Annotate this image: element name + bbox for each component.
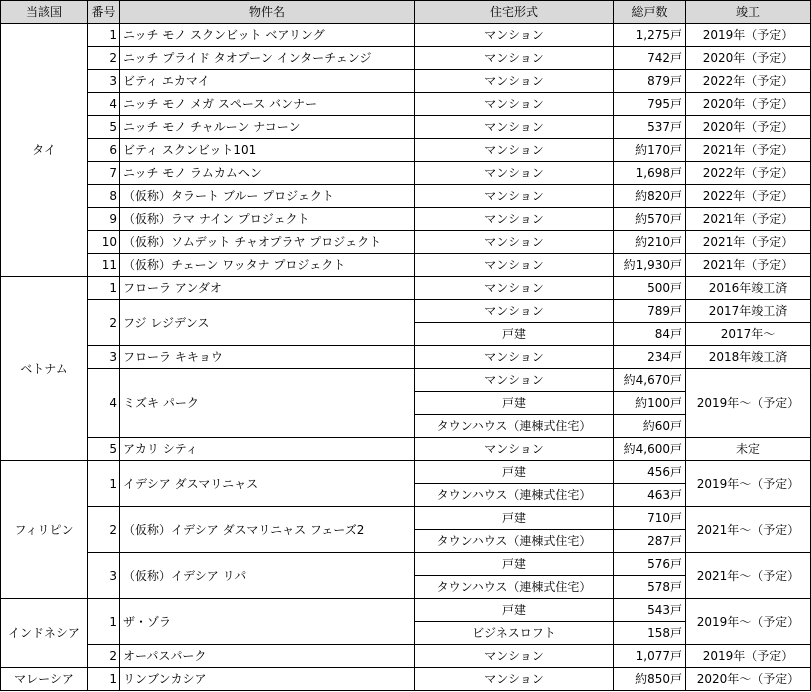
total-units: 463戸 bbox=[614, 484, 686, 507]
completion: 2020年（予定） bbox=[686, 116, 811, 139]
table-row bbox=[1, 346, 811, 369]
total-units: 456戸 bbox=[614, 461, 686, 484]
completion: 2019年～（予定） bbox=[686, 461, 811, 507]
total-units: 1,275戸 bbox=[614, 24, 686, 47]
property-name: ニッチ モノ メガ スペース バンナー bbox=[120, 93, 415, 116]
completion: 2019年（予定） bbox=[686, 24, 811, 47]
housing-type: ビジネスロフト bbox=[415, 622, 614, 645]
header-country: 当該国 bbox=[1, 1, 88, 24]
total-units: 578戸 bbox=[614, 576, 686, 599]
total-units: 287戸 bbox=[614, 530, 686, 553]
table-row bbox=[1, 24, 811, 47]
row-number: 5 bbox=[88, 116, 120, 139]
completion: 2020年～（予定） bbox=[686, 668, 811, 691]
header-property-name: 物件名 bbox=[120, 1, 415, 24]
property-name: ビティ エカマイ bbox=[120, 70, 415, 93]
completion: 2017年竣工済 bbox=[686, 300, 811, 323]
housing-type: マンション bbox=[415, 231, 614, 254]
row-number: 2 bbox=[88, 300, 120, 346]
property-name: フローラ キキョウ bbox=[120, 346, 415, 369]
table-row bbox=[1, 461, 811, 484]
total-units: 879戸 bbox=[614, 70, 686, 93]
total-units: 537戸 bbox=[614, 116, 686, 139]
header-housing-type: 住宅形式 bbox=[415, 1, 614, 24]
completion: 2021年（予定） bbox=[686, 208, 811, 231]
total-units: 742戸 bbox=[614, 47, 686, 70]
total-units: 84戸 bbox=[614, 323, 686, 346]
housing-type: タウンハウス（連棟式住宅） bbox=[415, 415, 614, 438]
total-units: 1,077戸 bbox=[614, 645, 686, 668]
housing-type: 戸建 bbox=[415, 599, 614, 622]
table-row bbox=[1, 93, 811, 116]
property-name: リンブンカシア bbox=[120, 668, 415, 691]
country-cell-indonesia: インドネシア bbox=[1, 599, 88, 668]
total-units: 543戸 bbox=[614, 599, 686, 622]
completion: 2020年（予定） bbox=[686, 93, 811, 116]
housing-type: マンション bbox=[415, 47, 614, 70]
housing-type: マンション bbox=[415, 93, 614, 116]
property-name: オーパスパーク bbox=[120, 645, 415, 668]
property-name: ミズキ パーク bbox=[120, 369, 415, 438]
total-units: 約1,930戸 bbox=[614, 254, 686, 277]
table-row bbox=[1, 254, 811, 277]
total-units: 約570戸 bbox=[614, 208, 686, 231]
completion: 未定 bbox=[686, 438, 811, 461]
header-row bbox=[1, 1, 811, 24]
row-number: 8 bbox=[88, 185, 120, 208]
housing-type: 戸建 bbox=[415, 392, 614, 415]
country-cell-thai: タイ bbox=[1, 24, 88, 277]
housing-type: マンション bbox=[415, 162, 614, 185]
housing-type: タウンハウス（連棟式住宅） bbox=[415, 576, 614, 599]
property-name: イデシア ダスマリニャス bbox=[120, 461, 415, 507]
table-row bbox=[1, 300, 811, 323]
row-number: 2 bbox=[88, 47, 120, 70]
total-units: 約60戸 bbox=[614, 415, 686, 438]
property-name: ビティ スクンビット101 bbox=[120, 139, 415, 162]
housing-type: マンション bbox=[415, 70, 614, 93]
table-row bbox=[1, 507, 811, 530]
row-number: 1 bbox=[88, 24, 120, 47]
completion: 2016年竣工済 bbox=[686, 277, 811, 300]
table-row bbox=[1, 139, 811, 162]
row-number: 2 bbox=[88, 645, 120, 668]
row-number: 3 bbox=[88, 346, 120, 369]
housing-type: 戸建 bbox=[415, 553, 614, 576]
completion: 2022年（予定） bbox=[686, 162, 811, 185]
housing-type: マンション bbox=[415, 645, 614, 668]
housing-type: マンション bbox=[415, 116, 614, 139]
row-number: 6 bbox=[88, 139, 120, 162]
total-units: 約820戸 bbox=[614, 185, 686, 208]
property-name: （仮称）チェーン ワッタナ プロジェクト bbox=[120, 254, 415, 277]
housing-type: マンション bbox=[415, 300, 614, 323]
total-units: 約100戸 bbox=[614, 392, 686, 415]
property-name: アカリ シティ bbox=[120, 438, 415, 461]
completion: 2021年（予定） bbox=[686, 231, 811, 254]
table-row bbox=[1, 668, 811, 691]
housing-type: マンション bbox=[415, 208, 614, 231]
table-row bbox=[1, 553, 811, 576]
total-units: 500戸 bbox=[614, 277, 686, 300]
housing-type: マンション bbox=[415, 139, 614, 162]
housing-type: 戸建 bbox=[415, 461, 614, 484]
total-units: 約850戸 bbox=[614, 668, 686, 691]
header-completion: 竣工 bbox=[686, 1, 811, 24]
housing-type: タウンハウス（連棟式住宅） bbox=[415, 484, 614, 507]
total-units: 576戸 bbox=[614, 553, 686, 576]
housing-type: タウンハウス（連棟式住宅） bbox=[415, 530, 614, 553]
property-name: （仮称）イデシア リパ bbox=[120, 553, 415, 599]
row-number: 3 bbox=[88, 553, 120, 599]
completion: 2017年～ bbox=[686, 323, 811, 346]
completion: 2021年（予定） bbox=[686, 139, 811, 162]
table-row bbox=[1, 599, 811, 622]
property-name: フローラ アンダオ bbox=[120, 277, 415, 300]
table-row bbox=[1, 231, 811, 254]
property-name: ニッチ モノ スクンビット ベアリング bbox=[120, 24, 415, 47]
table-row bbox=[1, 70, 811, 93]
country-cell-philippines: フィリピン bbox=[1, 461, 88, 599]
header-total-units: 総戸数 bbox=[614, 1, 686, 24]
housing-type: マンション bbox=[415, 438, 614, 461]
row-number: 9 bbox=[88, 208, 120, 231]
row-number: 4 bbox=[88, 369, 120, 438]
property-name: （仮称）ソムデット チャオプラヤ プロジェクト bbox=[120, 231, 415, 254]
completion: 2022年（予定） bbox=[686, 70, 811, 93]
housing-type: マンション bbox=[415, 277, 614, 300]
housing-type: マンション bbox=[415, 369, 614, 392]
total-units: 158戸 bbox=[614, 622, 686, 645]
property-name: （仮称）イデシア ダスマリニャス フェーズ2 bbox=[120, 507, 415, 553]
completion: 2021年（予定） bbox=[686, 254, 811, 277]
table-row bbox=[1, 116, 811, 139]
table-row bbox=[1, 645, 811, 668]
header-number: 番号 bbox=[88, 1, 120, 24]
property-name: ニッチ モノ チャルーン ナコーン bbox=[120, 116, 415, 139]
housing-type: マンション bbox=[415, 346, 614, 369]
total-units: 約4,600戸 bbox=[614, 438, 686, 461]
completion: 2021年～（予定） bbox=[686, 507, 811, 553]
total-units: 795戸 bbox=[614, 93, 686, 116]
row-number: 3 bbox=[88, 70, 120, 93]
row-number: 5 bbox=[88, 438, 120, 461]
table-row bbox=[1, 369, 811, 392]
completion: 2018年竣工済 bbox=[686, 346, 811, 369]
table-row bbox=[1, 208, 811, 231]
row-number: 2 bbox=[88, 507, 120, 553]
property-name: （仮称）ラマ ナイン プロジェクト bbox=[120, 208, 415, 231]
row-number: 10 bbox=[88, 231, 120, 254]
country-cell-vietnam: ベトナム bbox=[1, 277, 88, 461]
completion: 2019年（予定） bbox=[686, 645, 811, 668]
total-units: 710戸 bbox=[614, 507, 686, 530]
table-row bbox=[1, 47, 811, 70]
property-name: ニッチ プライド タオプーン インターチェンジ bbox=[120, 47, 415, 70]
completion: 2019年～（予定） bbox=[686, 599, 811, 645]
total-units: 約210戸 bbox=[614, 231, 686, 254]
completion: 2021年～（予定） bbox=[686, 553, 811, 599]
total-units: 1,698戸 bbox=[614, 162, 686, 185]
total-units: 789戸 bbox=[614, 300, 686, 323]
housing-type: マンション bbox=[415, 24, 614, 47]
table-row bbox=[1, 162, 811, 185]
row-number: 7 bbox=[88, 162, 120, 185]
housing-type: マンション bbox=[415, 668, 614, 691]
total-units: 234戸 bbox=[614, 346, 686, 369]
table-row bbox=[1, 438, 811, 461]
row-number: 1 bbox=[88, 277, 120, 300]
property-name: （仮称）タラート ブルー プロジェクト bbox=[120, 185, 415, 208]
property-name: ニッチ モノ ラムカムヘン bbox=[120, 162, 415, 185]
row-number: 4 bbox=[88, 93, 120, 116]
total-units: 約4,670戸 bbox=[614, 369, 686, 392]
row-number: 1 bbox=[88, 599, 120, 645]
table-row bbox=[1, 277, 811, 300]
completion: 2019年～（予定） bbox=[686, 369, 811, 438]
table-row bbox=[1, 185, 811, 208]
row-number: 1 bbox=[88, 668, 120, 691]
property-name: フジ レジデンス bbox=[120, 300, 415, 346]
row-number: 1 bbox=[88, 461, 120, 507]
row-number: 11 bbox=[88, 254, 120, 277]
housing-type: マンション bbox=[415, 185, 614, 208]
country-cell-malaysia: マレーシア bbox=[1, 668, 88, 691]
housing-type: 戸建 bbox=[415, 507, 614, 530]
housing-type: 戸建 bbox=[415, 323, 614, 346]
total-units: 約170戸 bbox=[614, 139, 686, 162]
housing-type: マンション bbox=[415, 254, 614, 277]
property-name: ザ・ゾラ bbox=[120, 599, 415, 645]
completion: 2020年（予定） bbox=[686, 47, 811, 70]
completion: 2022年（予定） bbox=[686, 185, 811, 208]
